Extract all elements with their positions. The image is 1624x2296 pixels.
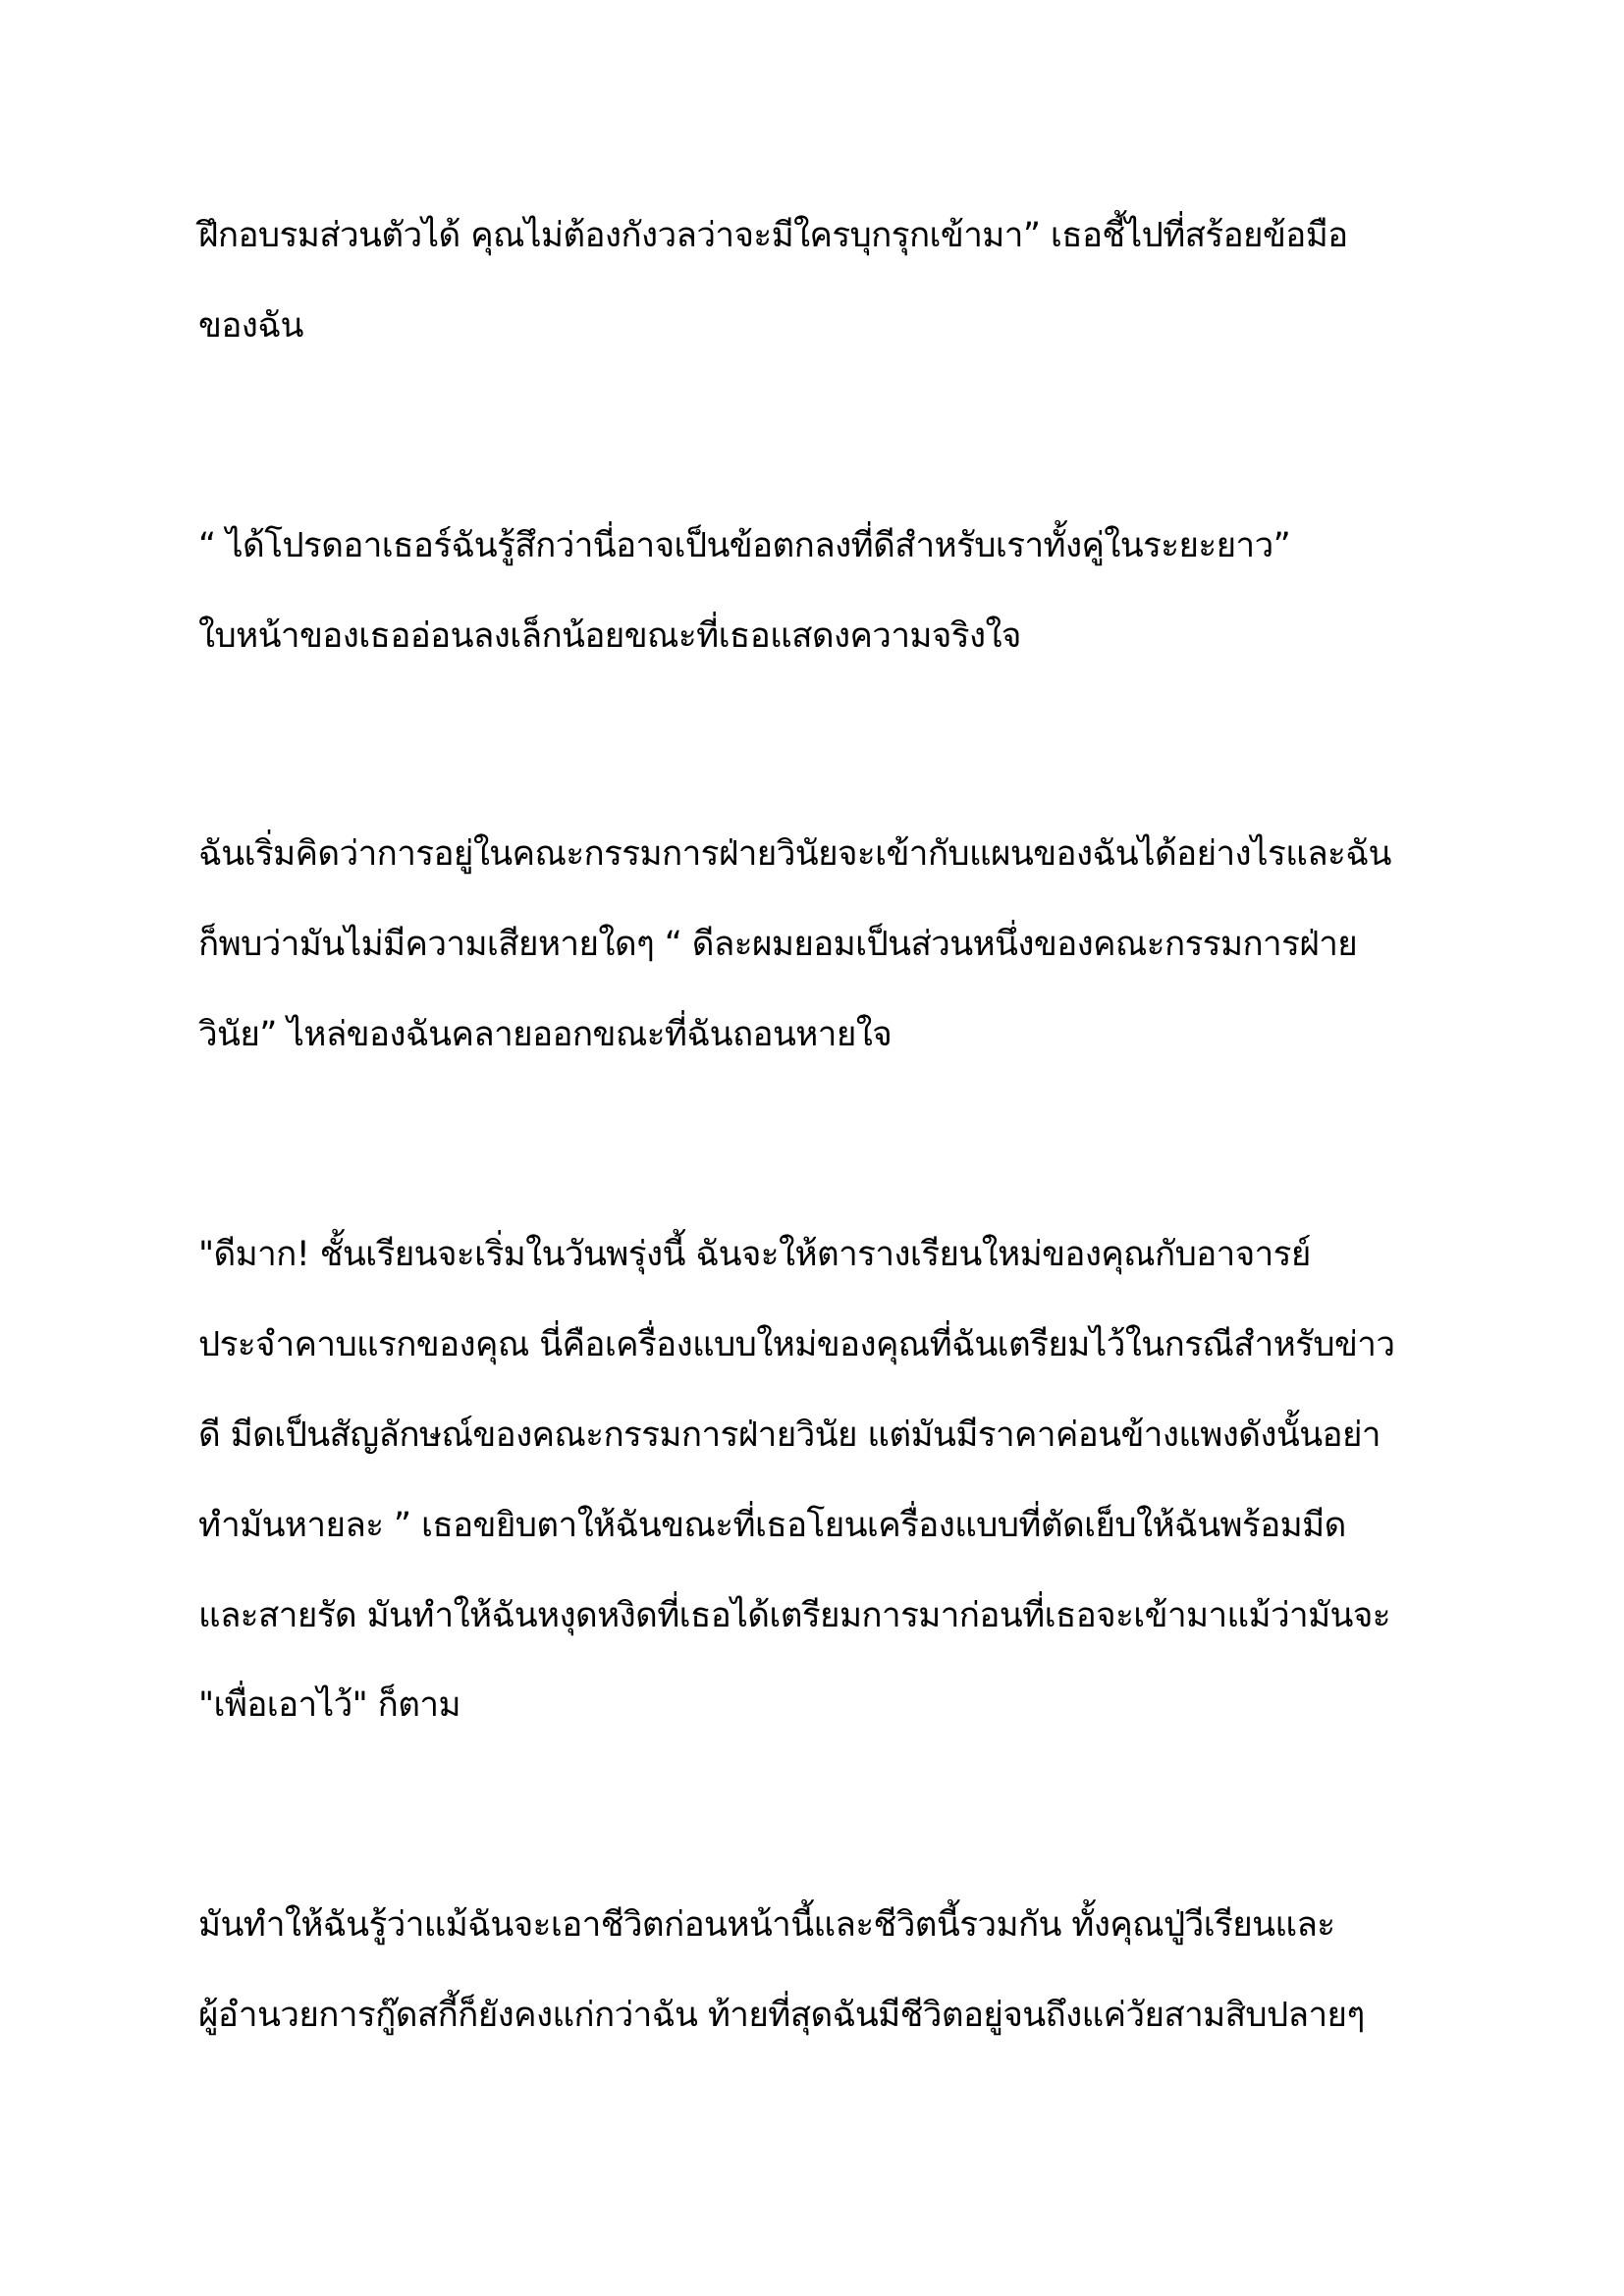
paragraph-1-line-2: ของฉัน (198, 306, 303, 346)
paragraph-4-line-5: และสายรัด มันทำให้ฉันหงุดหงิดที่เธอได้เตรียมการมาก่อนที่เธอจะเข้ามาแม้ว่ามันจะ (198, 1596, 1390, 1635)
paragraph-2-line-2: ใบหน้าของเธออ่อนลงเล็กน้อยขณะที่เธอแสดงความจริงใจ (198, 616, 1021, 656)
paragraph-4-line-6: "เพื่อเอาไว้" ก็ตาม (198, 1685, 460, 1725)
paragraph-1-line-1: ฝึกอบรมส่วนตัวได้ คุณไม่ต้องกังวลว่าจะมีใครบุกรุกเข้ามา” เธอชี้ไปที่สร้อยข้อมือ (198, 216, 1348, 255)
paragraph-5-line-2: ผู้อำนวยการกู๊ดสกี้ก็ยังคงแก่กว่าฉัน ท้ายที่สุดฉันมีชีวิตอยู่จนถึงแค่วัยสามสิบปลายๆ (198, 1996, 1365, 2035)
paragraph-4-line-2: ประจำคาบแรกของคุณ นี่คือเครื่องแบบใหม่ของคุณที่ฉันเตรียมไว้ในกรณีสำหรับข่าว (198, 1325, 1395, 1364)
paragraph-3-line-2: ก็พบว่ามันไม่มีความเสียหายใดๆ “ ดีละผมยอมเป็นส่วนหนึ่งของคณะกรรมการฝ่าย (198, 925, 1358, 964)
paragraph-4-line-4: ทำมันหายละ ” เธอขยิบตาให้ฉันขณะที่เธอโยนเครื่องแบบที่ตัดเย็บให้ฉันพร้อมมีด (198, 1506, 1346, 1545)
paragraph-3-line-3: วินัย” ไหล่ของฉันคลายออกขณะที่ฉันถอนหายใจ (198, 1015, 893, 1054)
paragraph-4-line-3: ดี มีดเป็นสัญลักษณ์ของคณะกรรมการฝ่ายวินัย แต่มันมีราคาค่อนข้างแพงดังนั้นอย่า (198, 1415, 1380, 1455)
paragraph-4-line-1: "ดีมาก! ชั้นเรียนจะเริ่มในวันพรุ่งนี้ ฉันจะให้ตารางเรียนใหม่ของคุณกับอาจารย์ (198, 1235, 1311, 1274)
paragraph-3-line-1: ฉันเริ่มคิดว่าการอยู่ในคณะกรรมการฝ่ายวินัยจะเข้ากับแผนของฉันได้อย่างไรและฉัน (198, 834, 1391, 874)
paragraph-5-line-1: มันทำให้ฉันรู้ว่าแม้ฉันจะเอาชีวิตก่อนหน้านี้และชีวิตนี้รวมกัน ทั้งคุณปู่วีเรียนและ (198, 1905, 1335, 1945)
paragraph-2-line-1: “ ได้โปรดอาเธอร์ฉันรู้สึกว่านี่อาจเป็นข้อตกลงที่ดีสำหรับเราทั้งคู่ในระยะยาว” (198, 526, 1291, 565)
